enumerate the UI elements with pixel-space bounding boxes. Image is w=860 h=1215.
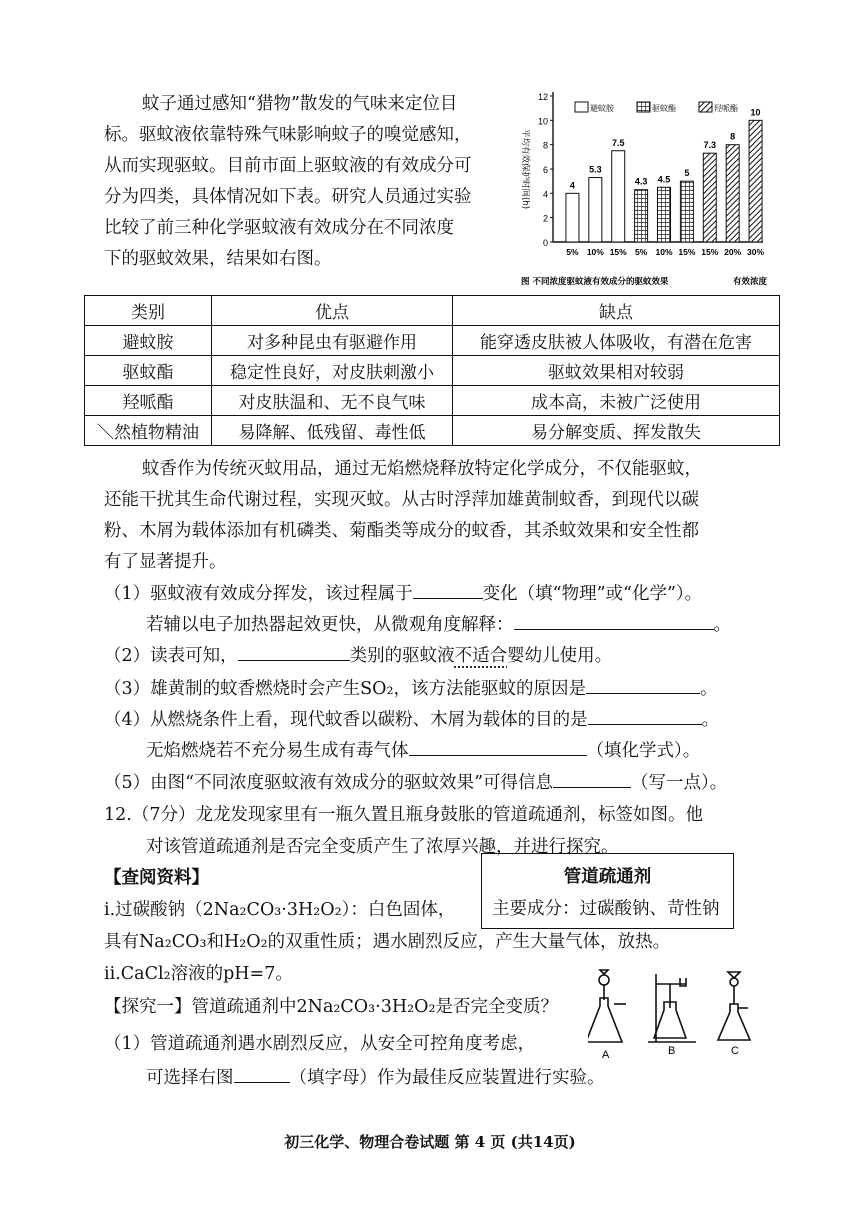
y-tick-label: 10: [537, 116, 548, 127]
data-label: 4: [569, 180, 575, 191]
table-cell: 避蚊胺: [85, 326, 212, 356]
q12-1-text-c: （填字母）作为最佳反应装置进行实验。: [289, 1068, 605, 1088]
intro-line-4: 分为四类，具体情况如下表。研究人员通过实验: [104, 187, 472, 207]
x-tick-label: 5%: [566, 247, 579, 257]
label-content: 主要成分：过碳酸钠、苛性钠: [492, 899, 720, 919]
inquiry-1: 【探究一】管道疏通剂中2Na₂CO₃·3H₂O₂是否完全变质？: [104, 997, 558, 1017]
product-label: [481, 853, 734, 929]
para2-line-3: 粉、木屑为载体添加有机磷类、菊酯类等成分的蚊香，其杀蚊效果和安全性都: [104, 521, 699, 541]
question-12-line-1: 12.（7分）龙龙发现家里有一瓶久置且瓶身鼓胀的管道疏通剂，标签如图。他: [104, 805, 703, 825]
question-3: （3）雄黄制的蚊香燃烧时会产生SO₂，该方法能驱蚊的原因是 。: [104, 675, 717, 700]
bar: [566, 193, 579, 242]
q4-blank-1[interactable]: [588, 707, 702, 725]
table-cell: 成本高，未被广泛使用: [453, 386, 780, 416]
apparatus-label-c: C: [731, 1045, 739, 1057]
data-label: 5: [684, 168, 690, 179]
q1-blank-2[interactable]: [514, 612, 714, 630]
x-tick-label: 30%: [747, 247, 765, 257]
data-label: 10: [750, 107, 761, 118]
table-cell: 羟哌酯: [85, 386, 212, 416]
q3-text: （3）雄黄制的蚊香燃烧时会产生SO₂，该方法能驱蚊的原因是: [104, 679, 586, 699]
intro-line-3: 从而实现驱蚊。目前市面上驱蚊液的有效成分可: [104, 156, 472, 176]
bar: [680, 181, 693, 242]
table-row: [85, 416, 780, 446]
table-header-row: [85, 296, 780, 326]
apparatus-label-b: B: [668, 1045, 676, 1057]
q1-text-a: （1）驱蚊液有效成分挥发，该过程属于: [104, 584, 413, 604]
question-4: （4）从燃烧条件上看，现代蚊香以碳粉、木屑为载体的目的是 。: [104, 706, 719, 731]
q4-text-b: 无焰燃烧若不充分易生成有毒气体: [146, 741, 409, 761]
table-cell: 稳定性良好，对皮肤刺激小: [212, 356, 453, 386]
table-cell: 能穿透皮肤被人体吸收，有潜在危害: [453, 326, 780, 356]
apparatus-b-icon: [648, 974, 696, 1042]
question-1-sub: [146, 611, 731, 636]
question-4-sub: [146, 737, 700, 762]
header-category: 类别: [85, 296, 212, 326]
data-label: 5.3: [589, 164, 602, 175]
x-tick-label: 10%: [586, 247, 604, 257]
table-cell: ＼然植物精油: [85, 416, 212, 446]
intro-line-1: 蚊子通过感知“猎物”散发的气味来定位目: [142, 94, 458, 114]
q2-text-a: （2）读表可知，: [104, 646, 238, 666]
table-cell: 驱蚊效果相对较弱: [453, 356, 780, 386]
question-12-line-2: 对该管道疏通剂是否完全变质产生了浓厚兴趣，并进行探究。: [146, 837, 619, 857]
question-12-1b: [146, 1064, 605, 1089]
y-axis-label: 平均有效保护时间(h): [520, 128, 530, 210]
apparatus-label-a: A: [602, 1049, 610, 1060]
table-cell: 对皮肤温和、无不良气味: [212, 386, 453, 416]
data-label: 7.3: [703, 140, 717, 151]
repellent-table: [84, 295, 780, 446]
para2-line-4: 有了显著提升。: [104, 552, 227, 572]
data-label: 8: [730, 131, 736, 142]
y-tick-label: 12: [537, 92, 548, 102]
q2-text-b: 类别的驱蚊液: [349, 646, 455, 666]
reference-1a: i.过碳酸钠（2Na₂CO₃·3H₂O₂）：白色固体，: [104, 900, 456, 920]
header-pros: 优点: [212, 296, 453, 326]
legend-entry: 驱蚊酯: [652, 104, 676, 113]
x-tick-label: 15%: [678, 247, 696, 257]
reference-2: ii.CaCl₂溶液的pH=7。: [104, 964, 293, 984]
q5-text-a: （5）由图“不同浓度驱蚊液有效成分的驱蚊效果”可得信息: [104, 773, 554, 793]
legend-entry: 羟哌酯: [714, 104, 738, 113]
legend-entry: 避蚊胺: [590, 104, 614, 113]
header-cons: 缺点: [453, 296, 780, 326]
q1-text-c: 若辅以电子加热器起效更快，从微观角度解释：: [146, 615, 514, 635]
apparatus-diagram: [588, 968, 778, 1060]
q2-text-c: 婴幼儿使用。: [507, 646, 613, 666]
q2-emphasis: 不适合: [454, 646, 508, 666]
question-2: [104, 642, 612, 667]
question-1: [104, 580, 702, 605]
bar: [726, 145, 739, 242]
q4-text-c: （填化学式）。: [586, 741, 701, 761]
bar: [749, 120, 762, 242]
x-tick-label: 15%: [701, 247, 719, 257]
table-row: [85, 356, 780, 386]
table-cell: 对多种昆虫有驱避作用: [212, 326, 453, 356]
table-row: [85, 386, 780, 416]
apparatus-a-icon: [588, 970, 626, 1042]
para2-line-2: 还能干扰其生命代谢过程，实现灭蚊。从古时浮萍加雄黄制蚊香，到现代以碳: [104, 490, 699, 510]
q1-blank-1[interactable]: [413, 581, 483, 599]
q12-1-blank[interactable]: [234, 1065, 290, 1083]
legend-swatch: [575, 102, 588, 112]
y-tick-label: 6: [542, 165, 548, 175]
x-tick-label: 10%: [655, 247, 673, 257]
x-tick-label: 15%: [609, 247, 627, 257]
q1-text-d: 。: [713, 615, 731, 635]
table-row: [85, 326, 780, 356]
q12-1-text-b: 可选择右图: [146, 1068, 234, 1088]
q1-text-b: 变化（填“物理”或“化学”）。: [482, 584, 703, 604]
table-cell: 易分解变质、挥发散失: [453, 416, 780, 446]
bar: [589, 178, 602, 242]
q4-text-a: （4）从燃烧条件上看，现代蚊香以碳粉、木屑为载体的目的是: [104, 710, 588, 730]
q3-blank[interactable]: [586, 676, 700, 694]
para2-line-1: 蚊香作为传统灭蚊用品，通过无焰燃烧释放特定化学成分，不仅能驱蚊，: [142, 459, 702, 479]
q2-blank[interactable]: [238, 643, 350, 661]
y-tick-label: 0: [542, 238, 548, 248]
repellent-effect-chart: [505, 86, 775, 294]
q5-text-b: （写一点）。: [631, 773, 728, 793]
bar: [703, 153, 716, 242]
table-cell: 驱蚊酯: [85, 356, 212, 386]
q5-blank[interactable]: [553, 770, 631, 788]
apparatus-c-icon: [718, 972, 750, 1040]
legend-swatch: [699, 102, 712, 112]
y-tick-label: 8: [542, 140, 548, 151]
legend-swatch: [637, 102, 650, 112]
label-title: 管道疏通剂: [563, 867, 652, 887]
question-12-1a: （1）管道疏通剂遇水剧烈反应，从安全可控角度考虑，: [104, 1034, 536, 1054]
data-label: 4.5: [657, 174, 671, 185]
x-tick-label: 20%: [724, 247, 742, 257]
bar: [635, 190, 648, 242]
x-axis-label: 有效浓度: [732, 277, 767, 287]
question-5: [104, 769, 727, 794]
page-footer: 初三化学、物理合卷试题 第 4 页 (共14页): [284, 1133, 576, 1151]
reference-1b: 具有Na₂CO₃和H₂O₂的双重性质；遇水剧烈反应，产生大量气体，放热。: [104, 932, 671, 952]
intro-line-6: 下的驱蚊效果，结果如右图。: [104, 249, 332, 269]
intro-line-5: 比较了前三种化学驱蚊液有效成分在不同浓度: [104, 218, 454, 238]
bar: [612, 151, 625, 242]
data-label: 7.5: [611, 137, 625, 148]
reference-title: 【查阅资料】: [104, 868, 209, 888]
bar: [658, 187, 671, 242]
q4-blank-2[interactable]: [409, 738, 587, 756]
y-tick-label: 4: [542, 189, 548, 200]
table-cell: 易降解、低残留、毒性低: [212, 416, 453, 446]
data-label: 4.3: [634, 176, 648, 187]
intro-line-2: 标。驱蚊液依靠特殊气味影响蚊子的嗅觉感知，: [104, 125, 472, 145]
x-tick-label: 5%: [634, 247, 648, 257]
y-tick-label: 2: [542, 213, 548, 224]
chart-title: 图 不同浓度驱蚊液有效成分的驱蚊效果: [521, 277, 669, 287]
